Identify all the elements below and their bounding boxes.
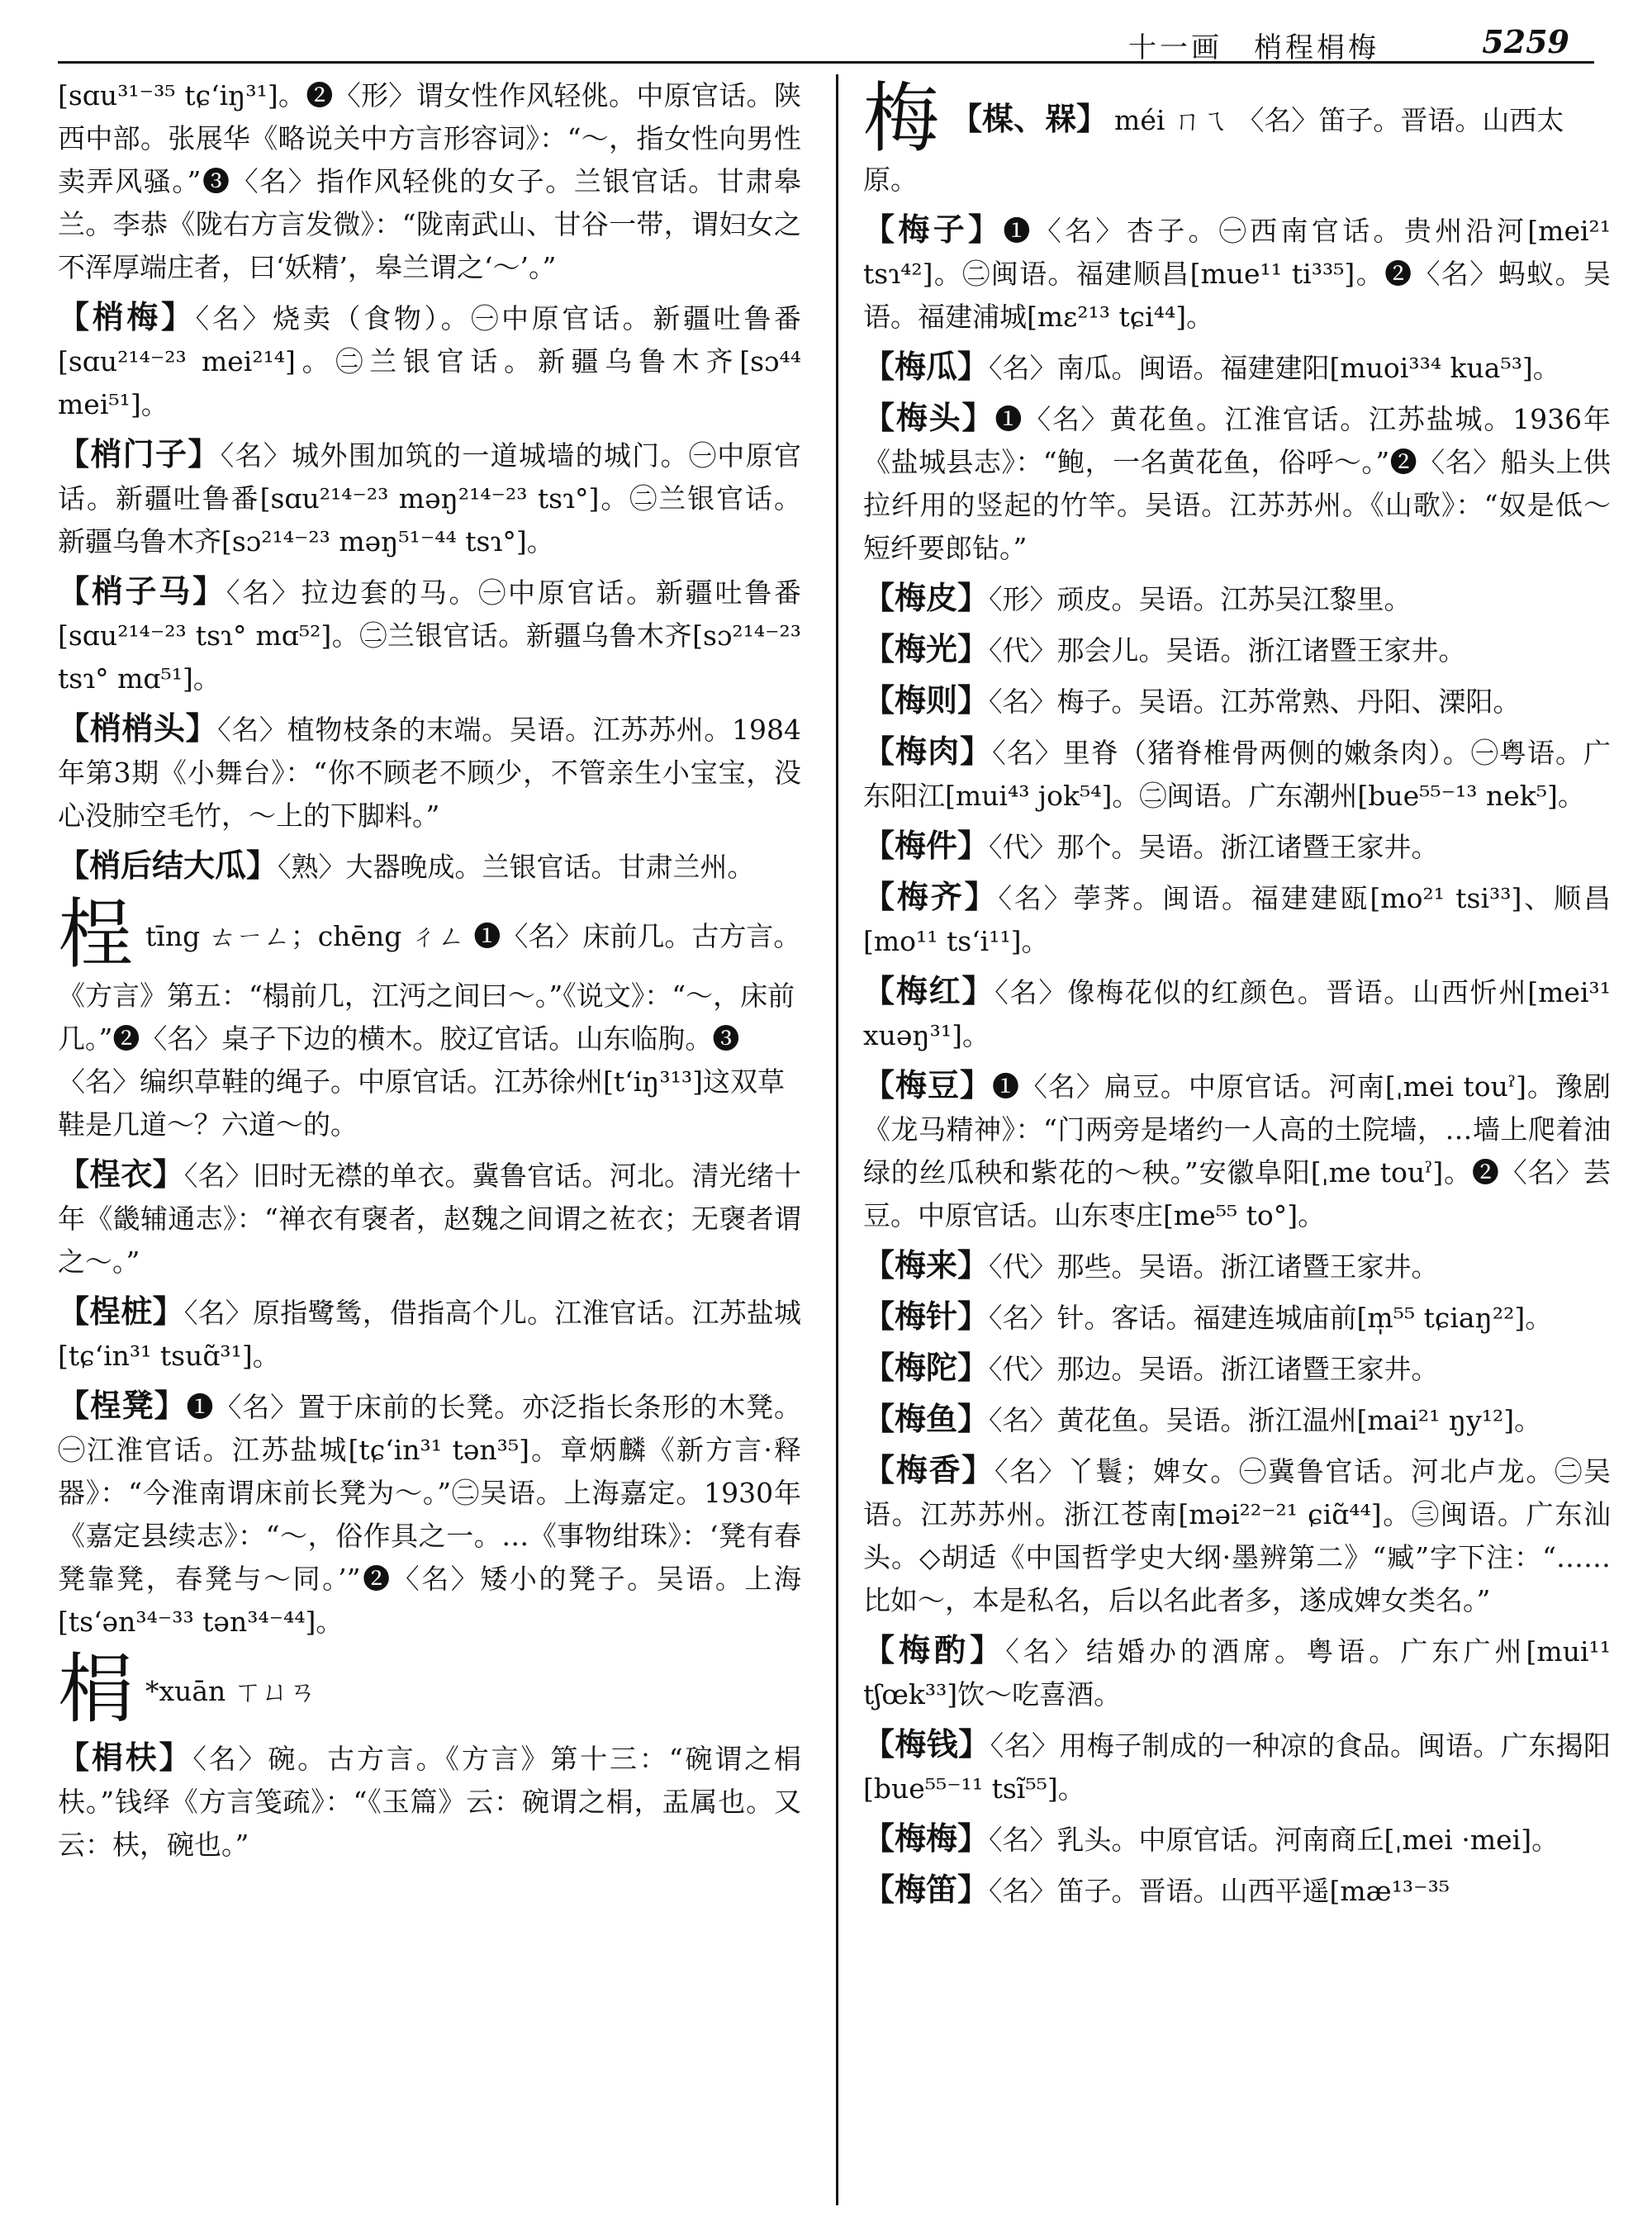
entry-text: 〈代〉那会儿。吴语。浙江诸暨王家井。: [989, 634, 1466, 667]
entry-shaoshaotou: [58, 707, 801, 837]
headword: 【梅件】: [863, 827, 990, 864]
headword: 【梅香】: [863, 1451, 995, 1488]
entry-meizhen: [863, 1295, 1611, 1340]
headword: 【梋枎】: [58, 1739, 193, 1776]
entry-text: 〈代〉那些。吴语。浙江诸暨王家井。: [989, 1250, 1439, 1283]
entry-shaomenzi: [58, 433, 801, 563]
entry-meipi: [863, 576, 1611, 621]
headword: 【梅笛】: [863, 1871, 990, 1908]
headword: 【梢后结大瓜】: [58, 847, 278, 884]
entry-shaozima: [58, 570, 801, 700]
head-char: 桯: [58, 890, 135, 979]
head-pronunciation: tīng ㄊㄧㄥ；chēng ㄔㄥ: [145, 920, 465, 952]
entry-text: 〈名〉碗。古方言。《方言》第十三：“碗谓之梋枎。”钱绎《方言笺疏》：“《玉篇》云：碗谓之梋，盂属也。又云：枎，碗也。”: [58, 1743, 801, 1861]
head-definition: ❶〈名〉床前几。古方言。《方言》第五：“榻前几，江沔之间曰～。”《说文》：“～，床前几。”❷〈名〉桌子下边的横木。胶辽官话。山东临朐。❸〈名〉编织草鞋的绳子。中原官话。江苏徐州[tʻiŋ³¹³]这双草鞋是几道～？六道～的。: [58, 920, 801, 1141]
page-number: 5259: [1482, 23, 1569, 60]
headword: 【梅陀】: [863, 1349, 990, 1386]
entry-shaomei: [58, 296, 801, 426]
entry-meimei: [863, 1817, 1611, 1862]
entry-meirou: [863, 730, 1611, 818]
entry-text: ❶〈名〉杏子。㊀西南官话。贵州沿河[mei²¹ tsɿ⁴²]。㊁闽语。福建顺昌[mue¹¹ ti³³⁵]。❷〈名〉蚂蚁。吴语。福建浦城[mɛ²¹³ tɕi⁴⁴]。: [863, 215, 1611, 333]
right-column: [863, 74, 1611, 2213]
entry-meidi: [863, 1868, 1611, 1913]
entry-meitou: [863, 396, 1611, 570]
entry-text: [sɑu³¹⁻³⁵ tɕʻiŋ³¹]。❷〈形〉谓女性作风轻佻。中原官话。陕西中部。张展华《略说关中方言形容词》：“～，指女性向男性卖弄风骚。”❸〈名〉指作风轻佻的女子。兰银官话。甘肃皋兰。李恭《陇右方言发微》：“陇南武山、甘谷一带，谓妇女之不浑厚端庄者，曰‘妖精’，皋兰谓之‘～’。”: [58, 79, 801, 283]
headword: 【桯衣】: [58, 1155, 184, 1193]
headword: 【梢子马】: [58, 572, 226, 610]
left-column: [58, 74, 801, 2213]
head-char: 梅: [863, 74, 940, 163]
headword: 【梅头】: [863, 399, 995, 436]
entry-meilai: [863, 1244, 1611, 1288]
entry-text: 〈名〉像梅花似的红颜色。晋语。山西忻州[mei³¹ xuəŋ³¹]。: [863, 976, 1611, 1051]
entry-meiguang: [863, 628, 1611, 672]
entry-text: 〈名〉笛子。晋语。山西平遥[mæ¹³⁻³⁵: [989, 1875, 1450, 1907]
entry-meiqi: [863, 875, 1611, 963]
entry-meize: [863, 679, 1611, 724]
headword: 【梅酌】: [863, 1631, 1006, 1668]
headword: 【梅来】: [863, 1246, 990, 1283]
entry-text: 〈名〉拉边套的马。㊀中原官话。新疆吐鲁番[sɑu²¹⁴⁻²³ tsɿ° mɑ⁵²]。㊁兰银官话。新疆乌鲁木齐[sɔ²¹⁴⁻²³ tsɿ° mɑ⁵¹]。: [58, 576, 801, 695]
entry-tingzhuang: [58, 1290, 801, 1378]
entry-meijian: [863, 824, 1611, 869]
head-character-ting: [58, 890, 801, 1146]
entry-text: 〈名〉旧时无襟的单衣。冀鲁官话。河北。清光绪十年《畿辅通志》：“禅衣有襃者，赵魏之间谓之袏衣；无襃者谓之～。”: [58, 1160, 801, 1278]
entry-meizi: [863, 208, 1611, 339]
entry-meidou: [863, 1064, 1611, 1237]
entry-meiyu: [863, 1397, 1611, 1442]
headword: 【梅红】: [863, 972, 995, 1009]
headword: 【桯桩】: [58, 1293, 184, 1330]
entry-meiqian: [863, 1723, 1611, 1810]
page-header: [58, 12, 1594, 64]
headword: 【梅则】: [863, 681, 990, 719]
entry-meizhuo: [863, 1629, 1611, 1716]
headword: 【梢梅】: [58, 298, 196, 335]
entry-text: 〈名〉针。客话。福建连城庙前[m̩⁵⁵ tɕiaŋ²²]。: [989, 1302, 1553, 1334]
head-definition: 〈名〉笛子。晋语。山西太原。: [863, 104, 1564, 196]
entry-text: 〈代〉那个。吴语。浙江诸暨王家井。: [989, 831, 1439, 863]
entry-tingyi: [58, 1153, 801, 1283]
entry-text: 〈名〉城外围加筑的一道城墙的城门。㊀中原官话。新疆吐鲁番[sɑu²¹⁴⁻²³ məŋ²¹⁴⁻²³ tsɿ°]。㊁兰银官话。新疆乌鲁木齐[sɔ²¹⁴⁻²³ məŋ⁵¹⁻⁴⁴ tsɿ°]。: [58, 439, 801, 558]
headword: 【桯凳】: [58, 1387, 187, 1424]
entry-meigua: [863, 345, 1611, 390]
head-pronunciation: méi ㄇㄟ: [1114, 104, 1228, 136]
headword: 【梅皮】: [863, 579, 990, 616]
entry-text: 〈形〉顽皮。吴语。江苏吴江黎里。: [989, 583, 1412, 615]
entry-continuation: [58, 74, 801, 289]
entry-text: 〈名〉荸荠。闽语。福建建瓯[mo²¹ tsi³³]、顺昌[mo¹¹ tsʻi¹¹]。: [863, 882, 1611, 957]
headword: 【梅光】: [863, 630, 990, 667]
entry-xuanyu: [58, 1736, 801, 1867]
headword: 【梅钱】: [863, 1725, 990, 1763]
entry-text: 〈名〉丫鬟；婢女。㊀冀鲁官话。河北卢龙。㊁吴语。江苏苏州。浙江苍南[məi²²⁻²¹ ɕiɑ̃⁴⁴]。㊂闽语。广东汕头。◇胡适《中国哲学史大纲·墨辨第二》“臧”字下注：“……比如～，本是私名，后以名此者多，遂成婢女类名。”: [863, 1455, 1611, 1616]
entry-text: 〈代〉那边。吴语。浙江诸暨王家井。: [989, 1353, 1439, 1385]
head-variants: 【楳、槑】: [951, 100, 1108, 137]
entry-meihong: [863, 970, 1611, 1057]
entry-text: 〈名〉用梅子制成的一种凉的食品。闽语。广东揭阳[bue⁵⁵⁻¹¹ tsĩ⁵⁵]。: [863, 1729, 1611, 1805]
entry-text: 〈名〉乳头。中原官话。河南商丘[ˌmei ·mei]。: [989, 1824, 1559, 1856]
entry-text: 〈熟〉大器晚成。兰银官话。甘肃兰州。: [278, 851, 755, 883]
headword: 【梢梢头】: [58, 709, 218, 747]
headword: 【梅梅】: [863, 1820, 990, 1857]
headword: 【梅针】: [863, 1298, 990, 1335]
headword: 【梅子】: [863, 211, 1004, 248]
entry-tingdeng: [58, 1384, 801, 1644]
head-character-xuan: [58, 1645, 801, 1734]
entry-text: ❶〈名〉置于床前的长凳。亦泛指长条形的木凳。㊀江淮官话。江苏盐城[tɕʻin³¹ tən³⁵]。章炳麟《新方言·释器》：“今淮南谓床前长凳为～。”㊁吴语。上海嘉定。1930年《嘉定县续志》：“～，俗作具之一。…《事物绀珠》：‘凳有春凳靠凳，春凳与～同。’”❷〈名〉矮小的凳子。吴语。上海[tsʻən³⁴⁻³³ tən³⁴⁻⁴⁴]。: [58, 1391, 801, 1638]
entry-text: ❶〈名〉黄花鱼。江淮官话。江苏盐城。1936年《盐城县志》：“鲍，一名黄花鱼，俗呼～。”❷〈名〉船头上供拉纤用的竖起的竹竿。吴语。江苏苏州。《山歌》：“奴是低～短纤要郎钻。”: [863, 403, 1611, 564]
section-title: 十一画 梢程梋梅: [1128, 31, 1379, 64]
headword: 【梅鱼】: [863, 1400, 990, 1437]
column-divider: [836, 74, 838, 2205]
entry-text: ❶〈名〉扁豆。中原官话。河南[ˌmei touˀ]。豫剧《龙马精神》：“门两旁是堵约一人高的土院墙，…墙上爬着油绿的丝瓜秧和紫花的～秧。”安徽阜阳[ˌme touˀ]。❷〈名〉芸豆。中原官话。山东枣庄[me⁵⁵ to°]。: [863, 1070, 1611, 1231]
entry-text: 〈名〉里脊（猪脊椎骨两侧的嫩条肉）。㊀粤语。广东阳江[mui⁴³ jok⁵⁴]。㊁闽语。广东潮州[bue⁵⁵⁻¹³ nek⁵]。: [863, 737, 1611, 812]
entry-text: 〈名〉结婚办的酒席。粤语。广东广州[mui¹¹ tʃœk³³]饮～吃喜酒。: [863, 1635, 1611, 1710]
entry-text: 〈名〉植物枝条的末端。吴语。江苏苏州。1984年第3期《小舞台》：“你不顾老不顾少，不管亲生小宝宝，没心没肺空毛竹，～上的下脚料。”: [58, 714, 801, 832]
headword: 【梢门子】: [58, 435, 221, 472]
head-char: 梋: [58, 1645, 135, 1734]
head-character-mei: [863, 74, 1611, 202]
headword: 【梅瓜】: [863, 348, 990, 385]
head-pronunciation: *xuān ㄒㄩㄢ: [145, 1675, 316, 1707]
entry-text: 〈名〉南瓜。闽语。福建建阳[muoi³³⁴ kua⁵³]。: [989, 352, 1560, 384]
entry-text: 〈名〉原指鹭鸶，借指高个儿。江淮官话。江苏盐城[tɕʻin³¹ tsuɑ̃³¹]。: [58, 1297, 801, 1372]
entry-text: 〈名〉烧卖（食物）。㊀中原官话。新疆吐鲁番[sɑu²¹⁴⁻²³ mei²¹⁴]。㊁兰银官话。新疆乌鲁木齐[sɔ⁴⁴ mei⁵¹]。: [58, 302, 801, 420]
headword: 【梅齐】: [863, 878, 999, 915]
entry-shaohoujiedagua: [58, 844, 801, 889]
headword: 【梅肉】: [863, 733, 993, 770]
entry-meixiang: [863, 1449, 1611, 1622]
entry-meituo: [863, 1346, 1611, 1391]
entry-text: 〈名〉黄花鱼。吴语。浙江温州[mai²¹ ŋy¹²]。: [989, 1404, 1542, 1436]
headword: 【梅豆】: [863, 1066, 992, 1103]
entry-text: 〈名〉梅子。吴语。江苏常熟、丹阳、溧阳。: [989, 686, 1521, 718]
